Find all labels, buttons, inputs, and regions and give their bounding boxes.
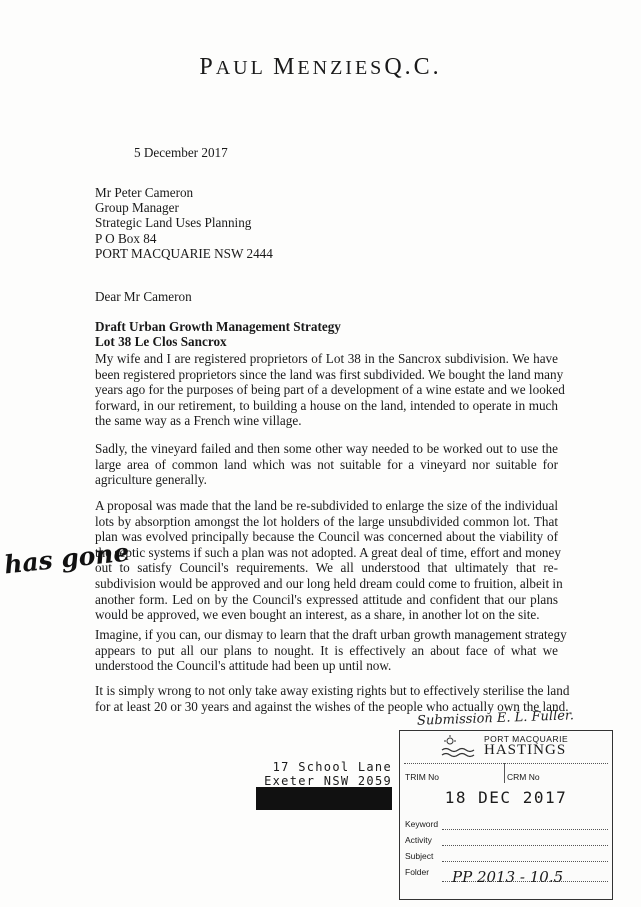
handwritten-margin-note: has gone <box>2 537 131 580</box>
stamp-folder-handwritten: PP 2013 - 10.5 <box>452 868 564 886</box>
text-line: My wife and I are registered proprietors of Lot 38 in the Sancrox subdivision. We have <box>95 351 558 366</box>
text-line: another form. Led on by the Council's expressed attitude and confident that our plans <box>95 591 558 607</box>
text-line: for at least 20 or 30 years and against the wishes of the people who actually own the land. <box>95 698 569 714</box>
council-logo-icon <box>440 734 480 760</box>
handwritten-submission-note: Submission E. L. Fuller. <box>416 708 575 729</box>
letterhead-aul: AUL <box>215 57 266 79</box>
paragraph-4 <box>95 627 567 674</box>
stamp-activity-label: Activity <box>405 835 432 845</box>
letterhead-qc: Q.C. <box>384 54 442 80</box>
stamp-divider <box>442 845 608 846</box>
paragraph-3 <box>95 498 563 623</box>
text-line: Sadly, the vineyard failed and then some other way needed to be worked out to use the <box>95 441 558 456</box>
text-line: understood the Council's attitude had been up until now. <box>95 658 392 674</box>
stamp-divider <box>442 829 608 830</box>
stamp-divider <box>442 861 608 862</box>
council-logo <box>400 731 612 763</box>
text-line: large area of common land which was not suitable for a vineyard nor suitable for <box>95 456 558 472</box>
letterhead-initial-p: P <box>199 54 216 80</box>
stamp-subject-label: Subject <box>405 851 434 861</box>
salutation: Dear Mr Cameron <box>95 289 192 304</box>
stamp-date: 18 DEC 2017 <box>444 788 568 807</box>
recipient-line: Group Manager <box>95 200 179 216</box>
letterhead <box>0 54 641 81</box>
letter-date: 5 December 2017 <box>134 145 228 160</box>
recipient-line: Mr Peter Cameron <box>95 185 194 200</box>
council-received-stamp <box>399 730 613 900</box>
sender-address-line: 17 School Lane <box>272 760 392 774</box>
text-line: out to satisfy Council's requirements. We all understood that ultimately that re- <box>95 560 558 576</box>
paragraph-1 <box>95 351 565 429</box>
text-line: the same way as a French wine village. <box>95 413 302 429</box>
redacted-block <box>256 787 392 810</box>
text-line: It is simply wrong to not only take away existing rights but to effectively sterilise the land <box>95 683 570 698</box>
text-line: agriculture generally. <box>95 472 207 488</box>
text-line: forward, in our retirement, to building a house on the land, intended to operate in much <box>95 397 558 413</box>
stamp-port-label: PORT MACQUARIE <box>484 734 569 744</box>
stamp-folder-label: Folder <box>405 867 430 877</box>
text-line: the septic systems if such a plan was not adopted. A great deal of time, effort and money <box>95 544 561 560</box>
stamp-trim-label: TRIM No <box>405 772 439 782</box>
sender-address <box>256 761 392 788</box>
paragraph-2 <box>95 441 558 488</box>
letterhead-initial-m: M <box>273 54 298 80</box>
sender-address-line: Exeter NSW 2059 <box>264 773 392 788</box>
text-line: appears to put all our plans to nought. It is effectively an about face of what we <box>95 642 558 658</box>
stamp-hastings-label: HASTINGS <box>484 742 567 758</box>
stamp-keyword-label: Keyword <box>405 819 439 829</box>
stamp-crm-label: CRM No <box>507 772 540 782</box>
text-line: years ago for the purposes of being part of a development of a wine estate and we looked <box>95 382 565 398</box>
stamp-divider <box>504 763 505 783</box>
text-line: subdivision would be approved and our long held dream could come to fruition, albeit in <box>95 575 563 591</box>
recipient-address <box>95 185 273 261</box>
text-line: plan was evolved principally because the Council was concerned about the viability of <box>95 529 558 545</box>
paragraph-5 <box>95 683 570 714</box>
subject-heading <box>95 319 341 349</box>
recipient-line: P O Box 84 <box>95 230 157 246</box>
recipient-line: Strategic Land Uses Planning <box>95 215 252 231</box>
text-line: been registered proprietors since the land was first subdivided. We bought the land many <box>95 366 564 382</box>
letterhead-enzies: ENZIES <box>297 57 385 79</box>
text-line: Imagine, if you can, our dismay to learn that the draft urban growth management strategy <box>95 627 567 642</box>
stamp-divider <box>404 763 608 764</box>
text-line: lots by absorption amongst the lot holders of the large unsubdivided common lot. That <box>95 513 558 529</box>
text-line: would be approved, we even bought an interest, as a share, in another lot on the site. <box>95 607 540 623</box>
text-line: A proposal was made that the land be re-subdivided to enlarge the size of the individual <box>95 498 558 513</box>
subject-line-1: Draft Urban Growth Management Strategy <box>95 319 341 334</box>
subject-line-2: Lot 38 Le Clos Sancrox <box>95 334 227 349</box>
recipient-line: PORT MACQUARIE NSW 2444 <box>95 245 273 261</box>
